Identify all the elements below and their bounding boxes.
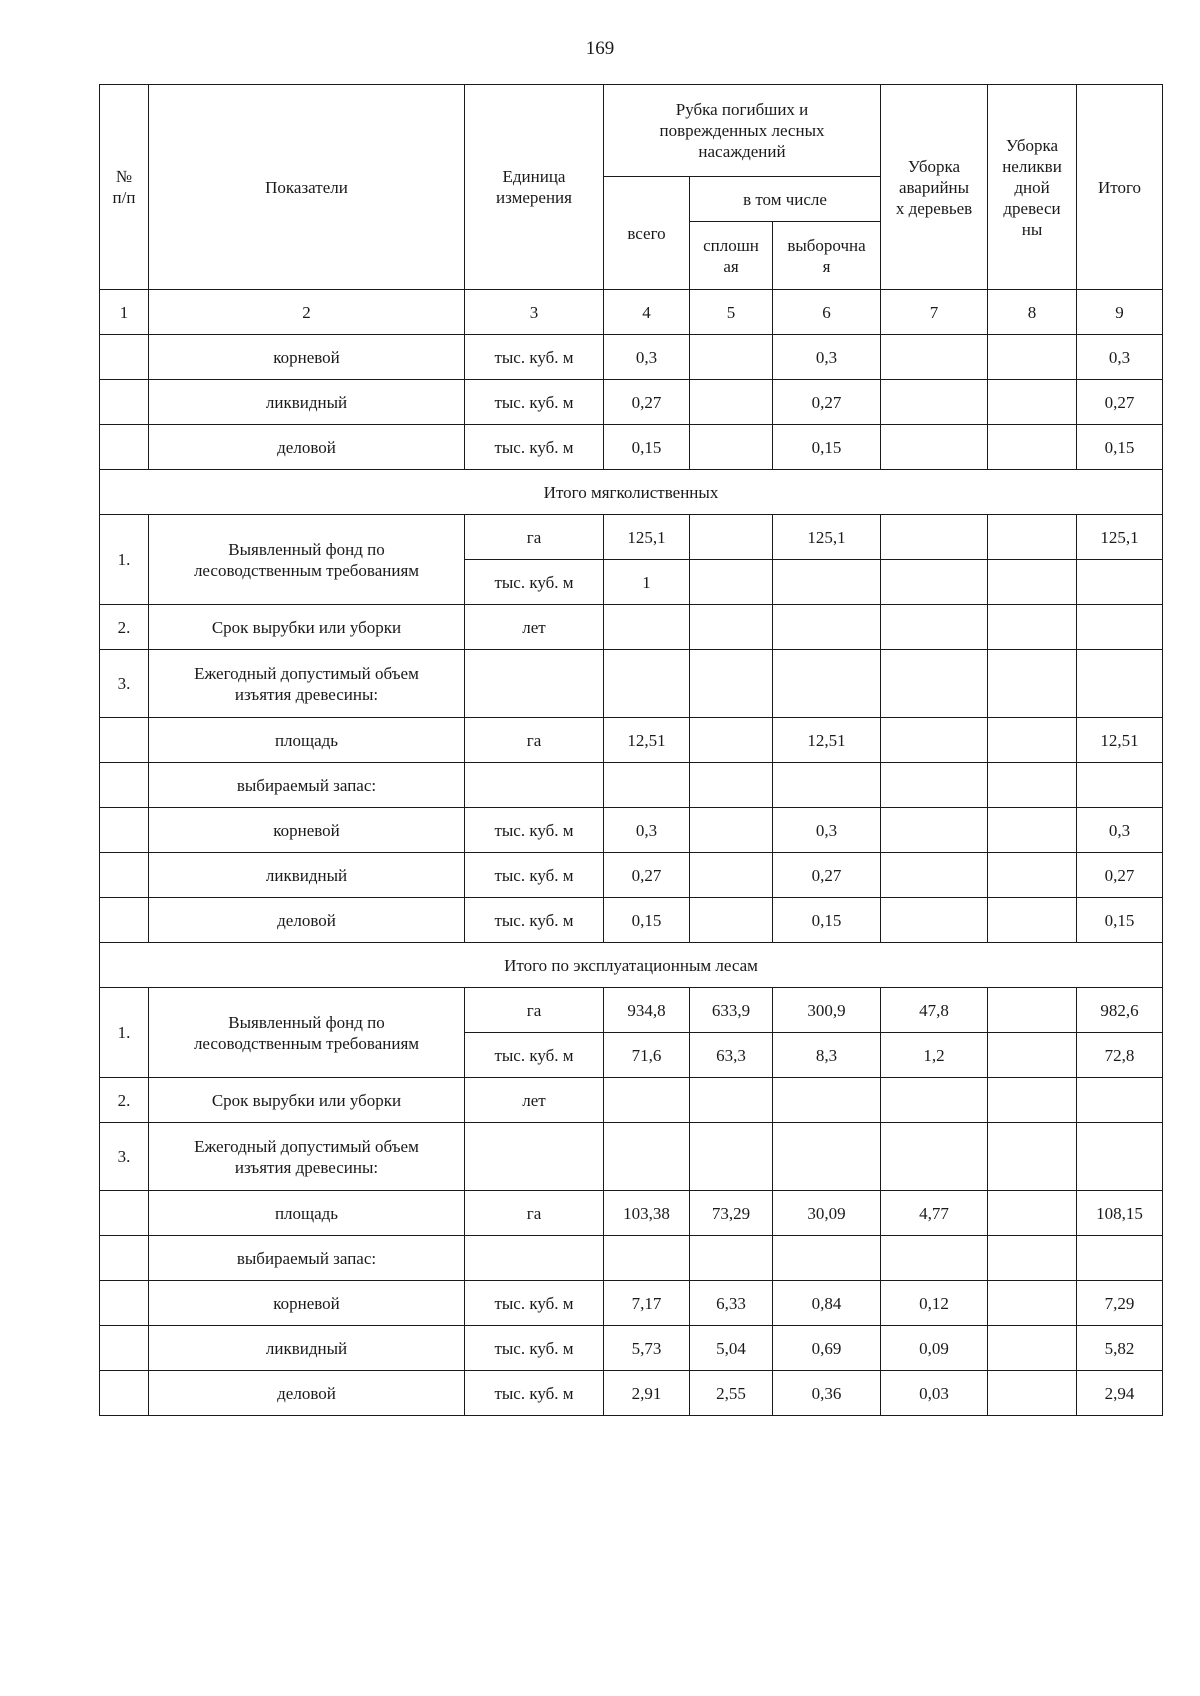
table-row bbox=[100, 1123, 1163, 1191]
row-indicator: Ежегодный допустимый объем изъятия древесины: bbox=[149, 1123, 465, 1191]
value-cell bbox=[881, 718, 988, 763]
value-cell bbox=[1077, 560, 1163, 605]
value-cell bbox=[988, 380, 1077, 425]
value-cell bbox=[988, 425, 1077, 470]
value-cell bbox=[690, 425, 773, 470]
value-cell: 12,51 bbox=[604, 718, 690, 763]
row-indicator: деловой bbox=[149, 425, 465, 470]
value-cell: 125,1 bbox=[1077, 515, 1163, 560]
value-cell bbox=[773, 1236, 881, 1281]
value-cell: 12,51 bbox=[773, 718, 881, 763]
table-row bbox=[100, 380, 1163, 425]
value-cell bbox=[988, 605, 1077, 650]
section-row bbox=[100, 470, 1163, 515]
table-row bbox=[100, 853, 1163, 898]
row-number: 1. bbox=[100, 988, 149, 1078]
header-felling-group: Рубка погибших и поврежденных лесных насаждений bbox=[604, 85, 881, 177]
header-unit: Единица измерения bbox=[465, 85, 604, 290]
value-cell bbox=[988, 988, 1077, 1033]
value-cell bbox=[881, 898, 988, 943]
row-unit: тыс. куб. м bbox=[465, 1326, 604, 1371]
value-cell: 0,03 bbox=[881, 1371, 988, 1416]
value-cell bbox=[988, 1371, 1077, 1416]
value-cell: 71,6 bbox=[604, 1033, 690, 1078]
col-number: 6 bbox=[773, 290, 881, 335]
value-cell bbox=[773, 605, 881, 650]
header-emergency: Уборка аварийны х деревьев bbox=[881, 85, 988, 290]
value-cell: 0,27 bbox=[604, 380, 690, 425]
header-indicators: Показатели bbox=[149, 85, 465, 290]
row-unit: тыс. куб. м bbox=[465, 335, 604, 380]
value-cell bbox=[690, 380, 773, 425]
row-unit bbox=[465, 1123, 604, 1191]
col-number: 7 bbox=[881, 290, 988, 335]
value-cell bbox=[881, 1078, 988, 1123]
value-cell: 300,9 bbox=[773, 988, 881, 1033]
value-cell: 72,8 bbox=[1077, 1033, 1163, 1078]
value-cell bbox=[773, 1078, 881, 1123]
col-number: 9 bbox=[1077, 290, 1163, 335]
table-row bbox=[100, 763, 1163, 808]
table-row bbox=[100, 718, 1163, 763]
row-number bbox=[100, 763, 149, 808]
row-indicator: корневой bbox=[149, 808, 465, 853]
value-cell: 5,82 bbox=[1077, 1326, 1163, 1371]
row-indicator: ликвидный bbox=[149, 853, 465, 898]
table-body bbox=[100, 85, 1163, 1416]
table-row bbox=[100, 1281, 1163, 1326]
row-indicator: Срок вырубки или уборки bbox=[149, 605, 465, 650]
value-cell: 73,29 bbox=[690, 1191, 773, 1236]
value-cell bbox=[988, 1281, 1077, 1326]
value-cell bbox=[988, 560, 1077, 605]
value-cell bbox=[881, 560, 988, 605]
row-unit: тыс. куб. м bbox=[465, 1371, 604, 1416]
value-cell bbox=[690, 515, 773, 560]
row-number bbox=[100, 1281, 149, 1326]
value-cell: 0,12 bbox=[881, 1281, 988, 1326]
row-number: 1. bbox=[100, 515, 149, 605]
value-cell: 934,8 bbox=[604, 988, 690, 1033]
header-row-1 bbox=[100, 85, 1163, 177]
value-cell: 0,36 bbox=[773, 1371, 881, 1416]
value-cell: 30,09 bbox=[773, 1191, 881, 1236]
row-unit bbox=[465, 1236, 604, 1281]
value-cell bbox=[604, 1078, 690, 1123]
table-row bbox=[100, 898, 1163, 943]
value-cell bbox=[881, 853, 988, 898]
value-cell bbox=[881, 808, 988, 853]
value-cell bbox=[690, 335, 773, 380]
table-row bbox=[100, 605, 1163, 650]
value-cell bbox=[988, 1326, 1077, 1371]
row-indicator: ликвидный bbox=[149, 380, 465, 425]
value-cell: 0,15 bbox=[604, 425, 690, 470]
row-number: 3. bbox=[100, 650, 149, 718]
header-num: № п/п bbox=[100, 85, 149, 290]
table-row bbox=[100, 515, 1163, 560]
row-indicator: Срок вырубки или уборки bbox=[149, 1078, 465, 1123]
value-cell: 5,73 bbox=[604, 1326, 690, 1371]
row-unit: тыс. куб. м bbox=[465, 425, 604, 470]
value-cell bbox=[690, 1236, 773, 1281]
table-row bbox=[100, 1191, 1163, 1236]
value-cell: 0,3 bbox=[604, 808, 690, 853]
value-cell: 103,38 bbox=[604, 1191, 690, 1236]
value-cell bbox=[881, 605, 988, 650]
value-cell: 7,29 bbox=[1077, 1281, 1163, 1326]
row-number bbox=[100, 1191, 149, 1236]
value-cell: 5,04 bbox=[690, 1326, 773, 1371]
value-cell bbox=[1077, 1078, 1163, 1123]
value-cell: 4,77 bbox=[881, 1191, 988, 1236]
header-selective: выборочна я bbox=[773, 222, 881, 290]
value-cell: 8,3 bbox=[773, 1033, 881, 1078]
header-clear: сплошн ая bbox=[690, 222, 773, 290]
row-unit: тыс. куб. м bbox=[465, 808, 604, 853]
column-number-row bbox=[100, 290, 1163, 335]
value-cell: 0,27 bbox=[773, 380, 881, 425]
col-number: 5 bbox=[690, 290, 773, 335]
value-cell: 7,17 bbox=[604, 1281, 690, 1326]
row-number bbox=[100, 335, 149, 380]
row-indicator: Ежегодный допустимый объем изъятия древесины: bbox=[149, 650, 465, 718]
value-cell bbox=[1077, 1236, 1163, 1281]
value-cell: 0,3 bbox=[1077, 335, 1163, 380]
row-number bbox=[100, 853, 149, 898]
row-indicator: площадь bbox=[149, 718, 465, 763]
value-cell: 125,1 bbox=[773, 515, 881, 560]
row-unit: лет bbox=[465, 605, 604, 650]
row-unit: тыс. куб. м bbox=[465, 898, 604, 943]
page-number: 169 bbox=[585, 38, 615, 59]
col-number: 8 bbox=[988, 290, 1077, 335]
section-row bbox=[100, 943, 1163, 988]
value-cell: 2,55 bbox=[690, 1371, 773, 1416]
row-unit: тыс. куб. м bbox=[465, 560, 604, 605]
value-cell bbox=[690, 763, 773, 808]
value-cell bbox=[690, 898, 773, 943]
value-cell: 0,15 bbox=[773, 425, 881, 470]
value-cell bbox=[773, 560, 881, 605]
value-cell bbox=[690, 808, 773, 853]
value-cell bbox=[988, 1033, 1077, 1078]
value-cell bbox=[988, 853, 1077, 898]
value-cell bbox=[988, 1123, 1077, 1191]
value-cell bbox=[988, 335, 1077, 380]
row-unit: тыс. куб. м bbox=[465, 1281, 604, 1326]
value-cell bbox=[1077, 650, 1163, 718]
row-unit: тыс. куб. м bbox=[465, 1033, 604, 1078]
value-cell: 633,9 bbox=[690, 988, 773, 1033]
row-indicator: выбираемый запас: bbox=[149, 763, 465, 808]
value-cell bbox=[690, 718, 773, 763]
row-number: 3. bbox=[100, 1123, 149, 1191]
row-unit: га bbox=[465, 988, 604, 1033]
row-indicator: корневой bbox=[149, 335, 465, 380]
value-cell bbox=[988, 898, 1077, 943]
value-cell: 0,15 bbox=[773, 898, 881, 943]
row-indicator: деловой bbox=[149, 898, 465, 943]
col-number: 1 bbox=[100, 290, 149, 335]
header-including: в том числе bbox=[690, 177, 881, 222]
value-cell: 0,27 bbox=[1077, 853, 1163, 898]
value-cell bbox=[881, 515, 988, 560]
table-row bbox=[100, 1078, 1163, 1123]
table-row bbox=[100, 1236, 1163, 1281]
value-cell bbox=[690, 650, 773, 718]
value-cell bbox=[1077, 605, 1163, 650]
value-cell bbox=[988, 763, 1077, 808]
row-unit bbox=[465, 763, 604, 808]
value-cell: 0,27 bbox=[604, 853, 690, 898]
col-number: 4 bbox=[604, 290, 690, 335]
row-unit: лет bbox=[465, 1078, 604, 1123]
row-indicator: ликвидный bbox=[149, 1326, 465, 1371]
table-row bbox=[100, 988, 1163, 1033]
row-unit bbox=[465, 650, 604, 718]
value-cell: 0,3 bbox=[773, 808, 881, 853]
row-number bbox=[100, 380, 149, 425]
table-row bbox=[100, 425, 1163, 470]
value-cell bbox=[690, 1078, 773, 1123]
row-indicator: деловой bbox=[149, 1371, 465, 1416]
value-cell: 0,69 bbox=[773, 1326, 881, 1371]
row-indicator: Выявленный фонд по лесоводственным требованиям bbox=[149, 515, 465, 605]
value-cell bbox=[881, 425, 988, 470]
value-cell bbox=[988, 718, 1077, 763]
value-cell: 0,3 bbox=[773, 335, 881, 380]
col-number: 2 bbox=[149, 290, 465, 335]
value-cell: 0,09 bbox=[881, 1326, 988, 1371]
value-cell: 0,27 bbox=[1077, 380, 1163, 425]
value-cell bbox=[690, 560, 773, 605]
value-cell: 0,15 bbox=[1077, 898, 1163, 943]
value-cell bbox=[604, 1123, 690, 1191]
value-cell: 0,15 bbox=[1077, 425, 1163, 470]
value-cell bbox=[604, 650, 690, 718]
row-number bbox=[100, 425, 149, 470]
value-cell: 1 bbox=[604, 560, 690, 605]
value-cell: 12,51 bbox=[1077, 718, 1163, 763]
value-cell bbox=[690, 1123, 773, 1191]
row-number bbox=[100, 1236, 149, 1281]
row-number bbox=[100, 1371, 149, 1416]
value-cell bbox=[604, 763, 690, 808]
value-cell bbox=[690, 605, 773, 650]
value-cell: 0,3 bbox=[1077, 808, 1163, 853]
table-row bbox=[100, 1371, 1163, 1416]
value-cell: 982,6 bbox=[1077, 988, 1163, 1033]
value-cell bbox=[881, 1236, 988, 1281]
value-cell: 125,1 bbox=[604, 515, 690, 560]
table-row bbox=[100, 650, 1163, 718]
row-unit: га bbox=[465, 1191, 604, 1236]
row-unit: га bbox=[465, 718, 604, 763]
value-cell: 2,91 bbox=[604, 1371, 690, 1416]
value-cell: 0,15 bbox=[604, 898, 690, 943]
value-cell bbox=[1077, 763, 1163, 808]
value-cell bbox=[604, 1236, 690, 1281]
header-illiquid: Уборка неликви дной древеси ны bbox=[988, 85, 1077, 290]
row-indicator: Выявленный фонд по лесоводственным требованиям bbox=[149, 988, 465, 1078]
value-cell bbox=[881, 650, 988, 718]
value-cell bbox=[881, 1123, 988, 1191]
table-row bbox=[100, 335, 1163, 380]
value-cell: 0,84 bbox=[773, 1281, 881, 1326]
row-number bbox=[100, 718, 149, 763]
value-cell: 0,27 bbox=[773, 853, 881, 898]
value-cell bbox=[881, 380, 988, 425]
row-number: 2. bbox=[100, 605, 149, 650]
value-cell bbox=[988, 1236, 1077, 1281]
value-cell bbox=[773, 1123, 881, 1191]
row-indicator: корневой bbox=[149, 1281, 465, 1326]
value-cell bbox=[690, 853, 773, 898]
value-cell bbox=[988, 515, 1077, 560]
value-cell bbox=[881, 335, 988, 380]
value-cell bbox=[988, 650, 1077, 718]
table-row bbox=[100, 808, 1163, 853]
value-cell: 63,3 bbox=[690, 1033, 773, 1078]
row-number bbox=[100, 1326, 149, 1371]
value-cell bbox=[988, 808, 1077, 853]
value-cell bbox=[1077, 1123, 1163, 1191]
forest-felling-table bbox=[99, 84, 1163, 1416]
table-row bbox=[100, 1326, 1163, 1371]
row-indicator: выбираемый запас: bbox=[149, 1236, 465, 1281]
value-cell: 2,94 bbox=[1077, 1371, 1163, 1416]
section-title: Итого по эксплуатационным лесам bbox=[100, 943, 1163, 988]
row-number: 2. bbox=[100, 1078, 149, 1123]
section-title: Итого мягколиственных bbox=[100, 470, 1163, 515]
row-unit: тыс. куб. м bbox=[465, 853, 604, 898]
row-indicator: площадь bbox=[149, 1191, 465, 1236]
col-number: 3 bbox=[465, 290, 604, 335]
value-cell bbox=[773, 763, 881, 808]
value-cell: 6,33 bbox=[690, 1281, 773, 1326]
value-cell bbox=[604, 605, 690, 650]
value-cell: 1,2 bbox=[881, 1033, 988, 1078]
value-cell bbox=[988, 1078, 1077, 1123]
value-cell: 108,15 bbox=[1077, 1191, 1163, 1236]
header-total: всего bbox=[604, 177, 690, 290]
header-itogo: Итого bbox=[1077, 85, 1163, 290]
value-cell bbox=[988, 1191, 1077, 1236]
value-cell bbox=[881, 763, 988, 808]
row-unit: га bbox=[465, 515, 604, 560]
row-number bbox=[100, 898, 149, 943]
row-unit: тыс. куб. м bbox=[465, 380, 604, 425]
value-cell: 0,3 bbox=[604, 335, 690, 380]
row-number bbox=[100, 808, 149, 853]
value-cell: 47,8 bbox=[881, 988, 988, 1033]
value-cell bbox=[773, 650, 881, 718]
